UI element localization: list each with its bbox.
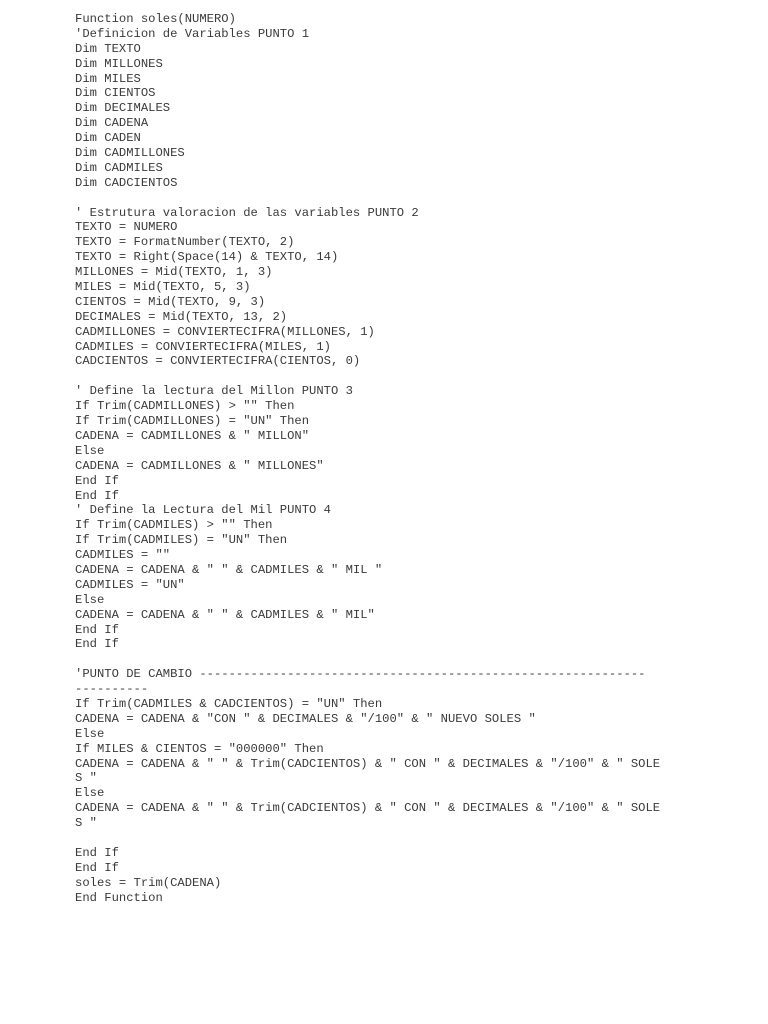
code-line: Dim CADMILES: [75, 160, 163, 175]
code-line: ----------: [75, 682, 149, 697]
code-line: If Trim(CADMILLONES) > "" Then: [75, 399, 295, 414]
code-line: [75, 831, 685, 846]
code-line: [75, 652, 685, 667]
code-line: CADMILES = "": [75, 548, 171, 563]
code-line: End If: [75, 845, 119, 860]
code-line: MILLONES = Mid(TEXTO, 1, 3): [75, 265, 273, 280]
code-line: Dim MILES: [75, 71, 141, 86]
code-line: 'PUNTO DE CAMBIO -------------------------------------------------------------: [75, 667, 646, 682]
code-line: CADENA = CADMILLONES & " MILLON": [75, 428, 310, 443]
code-line: soles = Trim(CADENA): [75, 875, 222, 890]
code-line: Else: [75, 443, 105, 458]
code-line: S ": [75, 771, 97, 786]
code-line: Else: [75, 726, 105, 741]
code-line: Dim CADENA: [75, 116, 149, 131]
code-line: [75, 369, 685, 384]
code-line: Else: [75, 786, 105, 801]
code-line: ' Estrutura valoracion de las variables PUNTO 2: [75, 205, 419, 220]
code-line: If Trim(CADMILLONES) = "UN" Then: [75, 414, 310, 429]
code-line: If Trim(CADMILES & CADCIENTOS) = "UN" Then: [75, 696, 383, 711]
code-line: If MILES & CIENTOS = "000000" Then: [75, 741, 324, 756]
code-line: If Trim(CADMILES) > "" Then: [75, 518, 273, 533]
code-line: TEXTO = Right(Space(14) & TEXTO, 14): [75, 250, 339, 265]
code-line: DECIMALES = Mid(TEXTO, 13, 2): [75, 309, 288, 324]
code-line: End If: [75, 473, 119, 488]
code-line: ' Define la lectura del Millon PUNTO 3: [75, 384, 353, 399]
code-line: CADCIENTOS = CONVIERTECIFRA(CIENTOS, 0): [75, 354, 361, 369]
code-line: Function soles(NUMERO): [75, 12, 236, 26]
code-line: CADENA = CADMILLONES & " MILLONES": [75, 458, 324, 473]
code-line: Dim CADMILLONES: [75, 146, 185, 161]
code-line: CADENA = CADENA & "CON " & DECIMALES & "/100" & " NUEVO SOLES ": [75, 711, 536, 726]
code-line: CADENA = CADENA & " " & Trim(CADCIENTOS) & " CON " & DECIMALES & "/100" & " SOLE: [75, 756, 661, 771]
code-line: MILES = Mid(TEXTO, 5, 3): [75, 280, 251, 295]
code-line: Dim CADEN: [75, 131, 141, 146]
code-line: CADENA = CADENA & " " & CADMILES & " MIL": [75, 607, 375, 622]
code-line: End If: [75, 488, 119, 503]
code-block: [75, 12, 685, 905]
code-line: TEXTO = FormatNumber(TEXTO, 2): [75, 235, 295, 250]
code-line: Dim DECIMALES: [75, 101, 171, 116]
code-line: CADMILES = "UN": [75, 577, 185, 592]
code-line: TEXTO = NUMERO: [75, 220, 178, 235]
code-line: If Trim(CADMILES) = "UN" Then: [75, 533, 288, 548]
code-line: CADMILLONES = CONVIERTECIFRA(MILLONES, 1): [75, 324, 375, 339]
code-line: End Function: [75, 890, 163, 905]
code-line: [75, 191, 685, 206]
code-line: Dim CADCIENTOS: [75, 175, 178, 190]
code-line: End If: [75, 622, 119, 637]
code-line: ' Define la Lectura del Mil PUNTO 4: [75, 503, 331, 518]
code-line: CADENA = CADENA & " " & CADMILES & " MIL ": [75, 562, 383, 577]
code-line: Else: [75, 592, 105, 607]
code-line: CADENA = CADENA & " " & Trim(CADCIENTOS) & " CON " & DECIMALES & "/100" & " SOLE: [75, 801, 661, 816]
code-line: End If: [75, 637, 119, 652]
code-line: 'Definicion de Variables PUNTO 1: [75, 26, 310, 41]
code-line: CADMILES = CONVIERTECIFRA(MILES, 1): [75, 339, 331, 354]
document-page: [75, 12, 685, 905]
code-line: Dim MILLONES: [75, 56, 163, 71]
code-line: End If: [75, 860, 119, 875]
code-line: Dim TEXTO: [75, 41, 141, 56]
code-line: S ": [75, 816, 97, 831]
code-line: Dim CIENTOS: [75, 86, 156, 101]
code-line: CIENTOS = Mid(TEXTO, 9, 3): [75, 294, 266, 309]
